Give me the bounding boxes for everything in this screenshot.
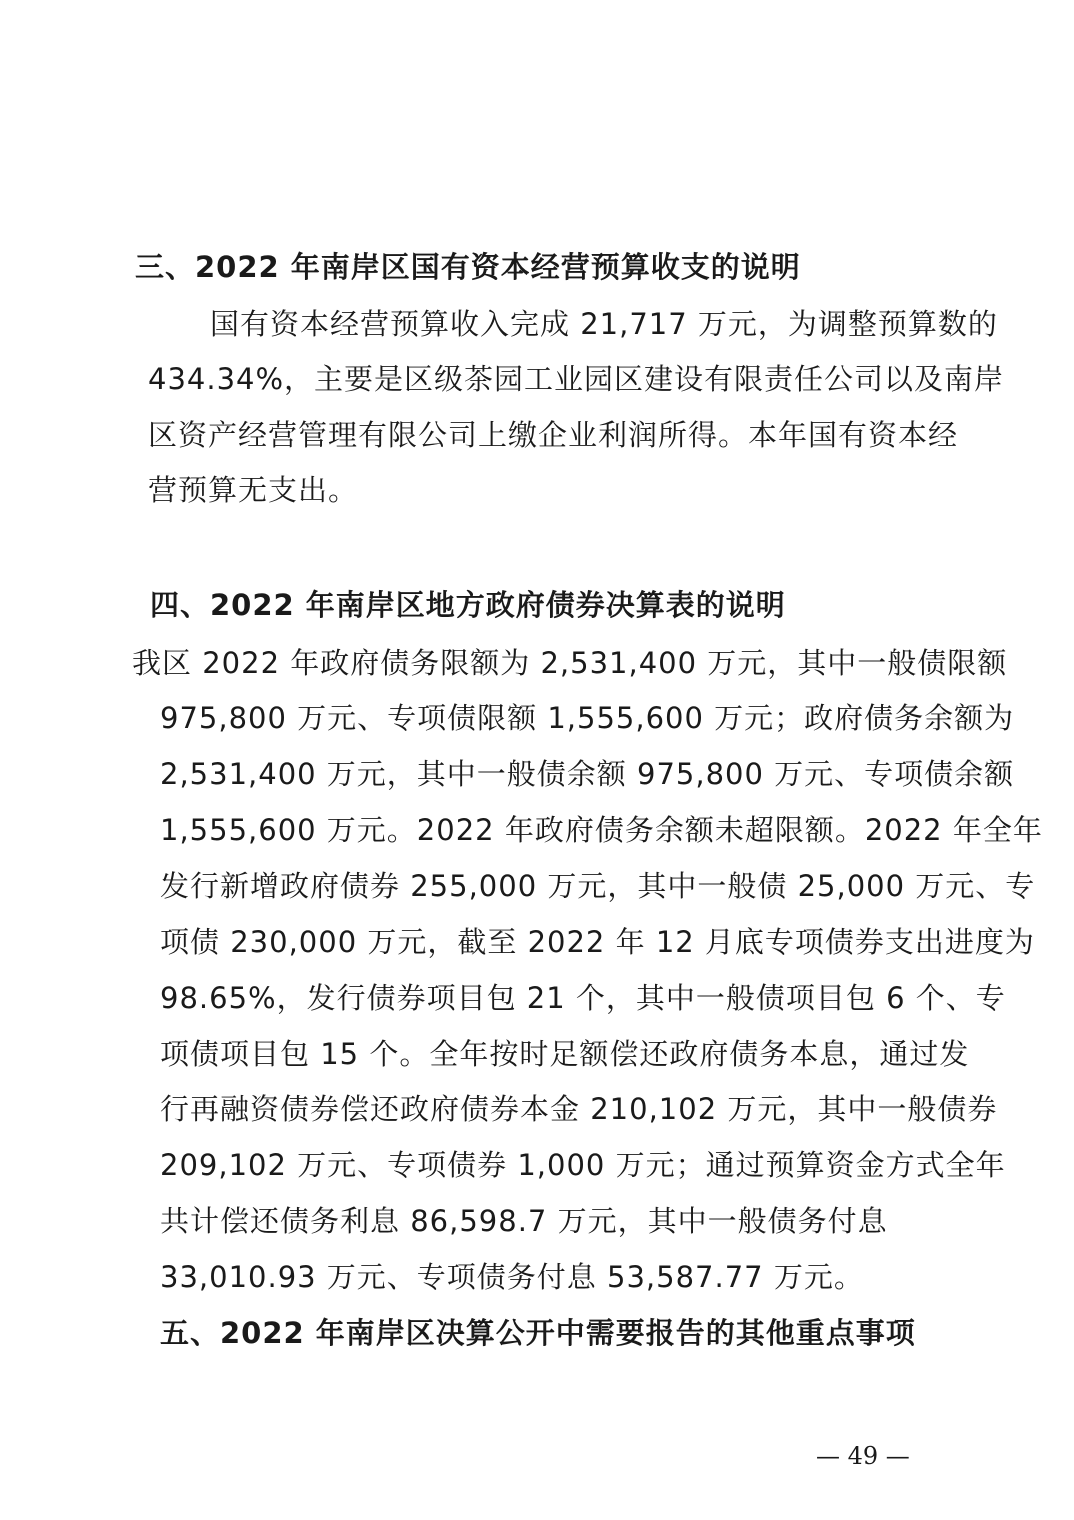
section4-paragraph-line: 项债项目包 15 个。全年按时足额偿还政府债务本息，通过发 [160,1037,970,1071]
section4-paragraph-line: 项债 230,000 万元，截至 2022 年 12 月底专项债券支出进度为 [160,925,1035,959]
section4-paragraph-line: 33,010.93 万元、专项债务付息 53,587.77 万元。 [160,1260,864,1294]
section3-paragraph-line: 区资产经营管理有限公司上缴企业利润所得。本年国有资本经 [148,418,959,452]
section4-paragraph-line: 共计偿还债务利息 86,598.7 万元，其中一般债务付息 [160,1204,888,1238]
section3-heading: 三、2022 年南岸区国有资本经营预算收支的说明 [135,250,801,284]
section4-paragraph-line: 发行新增政府债券 255,000 万元，其中一般债 25,000 万元、专 [160,869,1036,903]
section3-paragraph-line: 434.34%，主要是区级茶园工业园区建设有限责任公司以及南岸 [148,362,1005,396]
section4-paragraph-line: 1,555,600 万元。2022 年政府债务余额未超限额。2022 年全年 [160,813,1043,847]
section4-heading: 四、2022 年南岸区地方政府债券决算表的说明 [150,588,786,622]
section4-paragraph-line: 98.65%，发行债券项目包 21 个，其中一般债项目包 6 个、专 [160,981,1006,1015]
section3-paragraph-line: 国有资本经营预算收入完成 21,717 万元，为调整预算数的 [210,307,998,341]
section4-paragraph-line: 我区 2022 年政府债务限额为 2,531,400 万元，其中一般债限额 [132,646,1008,680]
section5-heading: 五、2022 年南岸区决算公开中需要报告的其他重点事项 [160,1316,916,1350]
section4-paragraph-line: 行再融资债券偿还政府债券本金 210,102 万元，其中一般债券 [160,1092,998,1126]
section4-paragraph-line: 209,102 万元、专项债券 1,000 万元；通过预算资金方式全年 [160,1148,1006,1182]
section4-paragraph-line: 2,531,400 万元，其中一般债余额 975,800 万元、专项债余额 [160,757,1015,791]
section3-paragraph-line: 营预算无支出。 [148,473,359,507]
section4-paragraph-line: 975,800 万元、专项债限额 1,555,600 万元；政府债务余额为 [160,701,1015,735]
page-number: — 49 — [816,1442,910,1470]
